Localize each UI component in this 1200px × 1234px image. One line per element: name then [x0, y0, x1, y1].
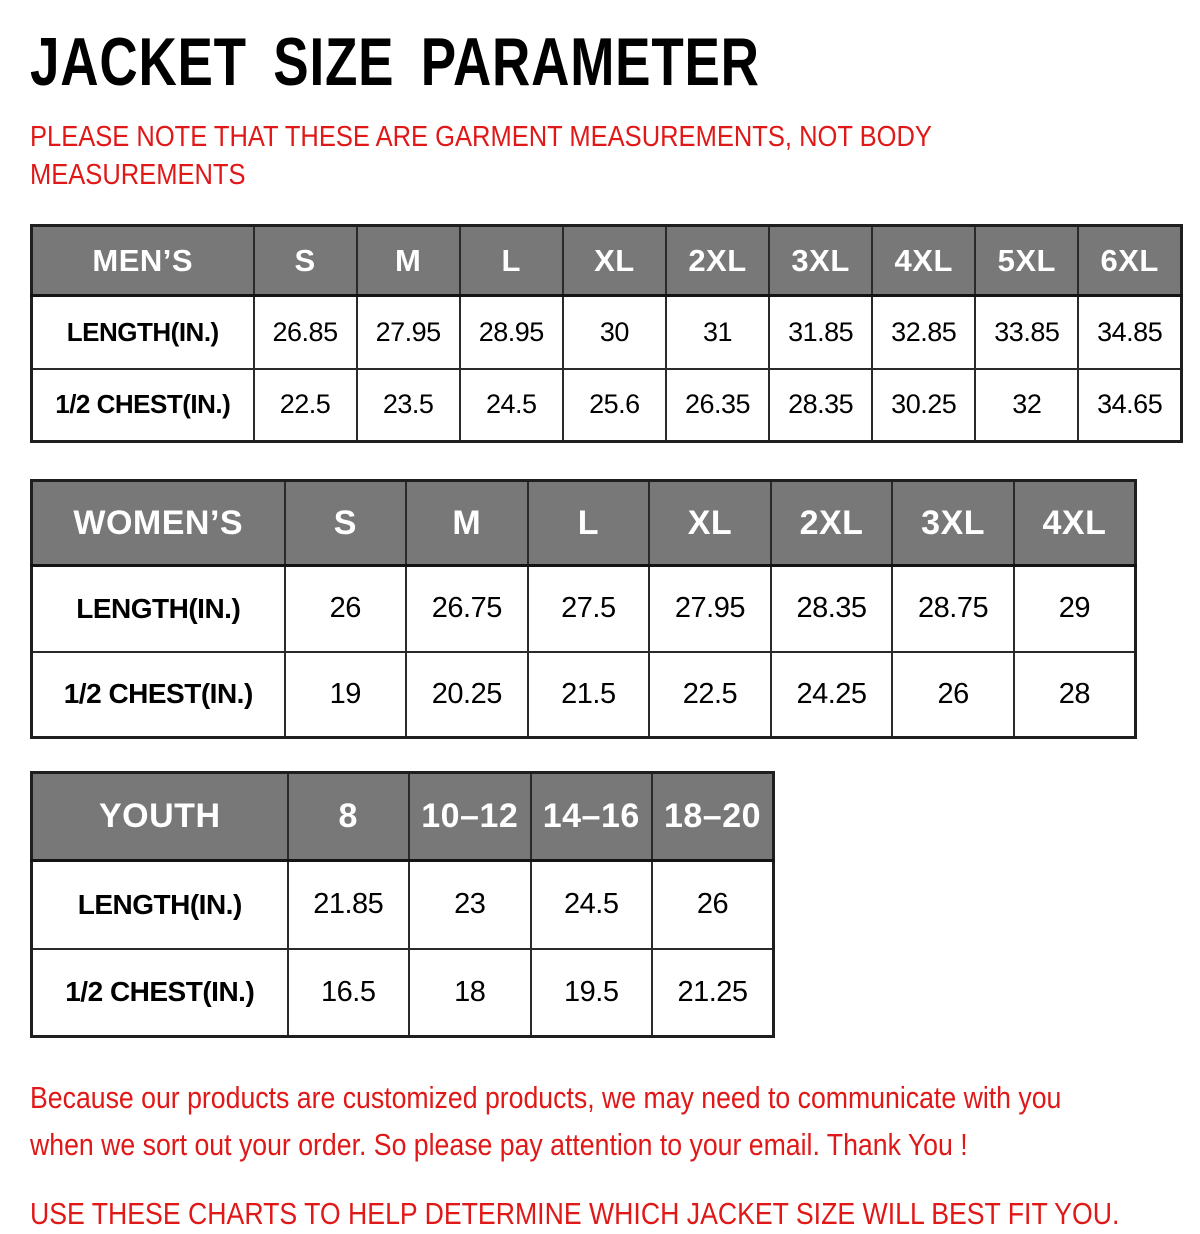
size-column-header: L	[460, 226, 563, 296]
measurement-value-cell: 34.85	[1078, 296, 1181, 369]
measurement-value-cell: 26	[652, 861, 774, 949]
measurement-value-cell: 28.35	[769, 369, 872, 442]
page-title: JACKET SIZE PARAMETER	[30, 24, 760, 100]
size-column-header: 6XL	[1078, 226, 1181, 296]
measurement-value-cell: 27.95	[357, 296, 460, 369]
garment-measurement-note	[30, 118, 1200, 194]
mens-size-table	[30, 224, 1183, 443]
measurement-row-label: 1/2 CHEST(IN.)	[32, 369, 254, 442]
footer-notes	[30, 1074, 1200, 1234]
size-column-header: XL	[563, 226, 666, 296]
header-row	[32, 773, 774, 861]
size-column-header: 3XL	[892, 481, 1014, 566]
measurement-row-label: 1/2 CHEST(IN.)	[32, 949, 288, 1037]
measurement-value-cell: 33.85	[975, 296, 1078, 369]
table-group-label: YOUTH	[32, 773, 288, 861]
measurement-value-cell: 19	[285, 652, 407, 738]
size-column-header: 4XL	[872, 226, 975, 296]
table-row	[32, 369, 1182, 442]
measurement-row-label: LENGTH(IN.)	[32, 296, 254, 369]
note-line: PLEASE NOTE THAT THESE ARE GARMENT MEASUREMENTS, NOT BODY	[30, 121, 932, 153]
measurement-value-cell: 25.6	[563, 369, 666, 442]
size-column-header: 10–12	[409, 773, 531, 861]
measurement-value-cell: 21.5	[528, 652, 650, 738]
measurement-value-cell: 21.25	[652, 949, 774, 1037]
measurement-value-cell: 23	[409, 861, 531, 949]
measurement-value-cell: 19.5	[531, 949, 653, 1037]
customization-note-line: Because our products are customized products, we may need to communicate with you	[30, 1080, 1062, 1115]
measurement-value-cell: 24.5	[460, 369, 563, 442]
size-column-header: M	[406, 481, 528, 566]
measurement-value-cell: 18	[409, 949, 531, 1037]
measurement-value-cell: 27.5	[528, 566, 650, 652]
measurement-value-cell: 22.5	[649, 652, 771, 738]
measurement-value-cell: 30.25	[872, 369, 975, 442]
measurement-value-cell: 34.65	[1078, 369, 1181, 442]
customization-note-line: when we sort out your order. So please pay attention to your email. Thank You !	[30, 1127, 968, 1162]
measurement-value-cell: 23.5	[357, 369, 460, 442]
measurement-value-cell: 32	[975, 369, 1078, 442]
measurement-row-label: LENGTH(IN.)	[32, 861, 288, 949]
measurement-value-cell: 24.5	[531, 861, 653, 949]
measurement-value-cell: 16.5	[288, 949, 410, 1037]
size-column-header: XL	[649, 481, 771, 566]
measurement-value-cell: 27.95	[649, 566, 771, 652]
table-row	[32, 652, 1136, 738]
measurement-value-cell: 26	[285, 566, 407, 652]
measurement-value-cell: 28.35	[771, 566, 893, 652]
size-column-header: 2XL	[666, 226, 769, 296]
measurement-value-cell: 20.25	[406, 652, 528, 738]
size-column-header: L	[528, 481, 650, 566]
measurement-value-cell: 21.85	[288, 861, 410, 949]
measurement-value-cell: 29	[1014, 566, 1136, 652]
table-row	[32, 296, 1182, 369]
measurement-row-label: 1/2 CHEST(IN.)	[32, 652, 285, 738]
table-row	[32, 861, 774, 949]
measurement-value-cell: 28.75	[892, 566, 1014, 652]
table-group-label: MEN’S	[32, 226, 254, 296]
womens-size-table	[30, 479, 1137, 739]
note-line: MEASUREMENTS	[30, 159, 246, 191]
measurement-value-cell: 22.5	[254, 369, 357, 442]
table-group-label: WOMEN’S	[32, 481, 285, 566]
size-column-header: M	[357, 226, 460, 296]
size-column-header: S	[285, 481, 407, 566]
measurement-value-cell: 26.75	[406, 566, 528, 652]
measurement-value-cell: 26.35	[666, 369, 769, 442]
measurement-value-cell: 26.85	[254, 296, 357, 369]
measurement-value-cell: 31.85	[769, 296, 872, 369]
measurement-value-cell: 24.25	[771, 652, 893, 738]
measurement-value-cell: 32.85	[872, 296, 975, 369]
size-column-header: S	[254, 226, 357, 296]
measurement-row-label: LENGTH(IN.)	[32, 566, 285, 652]
size-column-header: 18–20	[652, 773, 774, 861]
chart-usage-note: USE THESE CHARTS TO HELP DETERMINE WHICH JACKET SIZE WILL BEST FIT YOU.	[30, 1196, 1120, 1231]
size-column-header: 14–16	[531, 773, 653, 861]
size-column-header: 2XL	[771, 481, 893, 566]
size-column-header: 4XL	[1014, 481, 1136, 566]
header-row	[32, 481, 1136, 566]
youth-size-table	[30, 771, 775, 1038]
measurement-value-cell: 30	[563, 296, 666, 369]
measurement-value-cell: 31	[666, 296, 769, 369]
table-row	[32, 949, 774, 1037]
size-column-header: 3XL	[769, 226, 872, 296]
table-row	[32, 566, 1136, 652]
header-row	[32, 226, 1182, 296]
measurement-value-cell: 28.95	[460, 296, 563, 369]
size-column-header: 8	[288, 773, 410, 861]
measurement-value-cell: 26	[892, 652, 1014, 738]
measurement-value-cell: 28	[1014, 652, 1136, 738]
size-column-header: 5XL	[975, 226, 1078, 296]
